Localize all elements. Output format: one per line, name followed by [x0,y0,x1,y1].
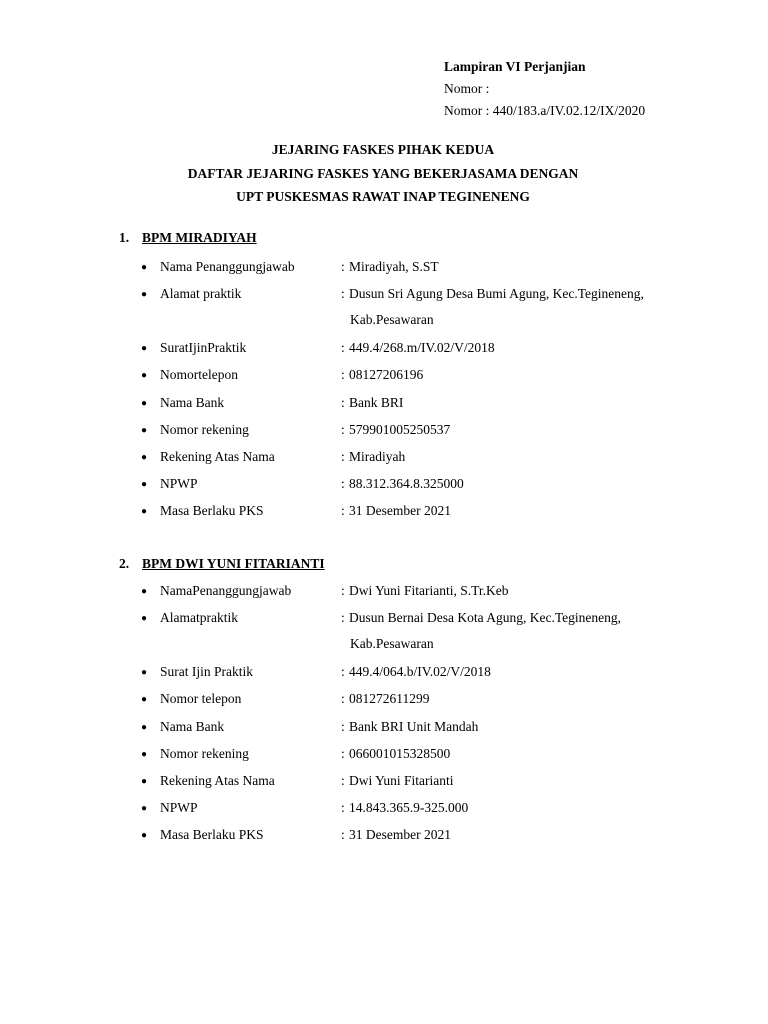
attachment-block [444,56,645,122]
detail-label: Rekening Atas Nama [160,772,275,788]
detail-value-continuation: Kab.Pesawaran [350,636,434,652]
detail-label: NamaPenanggungjawab [160,583,292,598]
bullet-icon: ● [141,803,148,815]
bullet-icon: ● [141,586,148,597]
detail-row [141,827,721,854]
bullet-icon: ● [141,694,148,706]
detail-colon: : [341,394,345,410]
detail-label: SuratIjinPraktik [160,340,247,356]
title-line-1: JEJARING FASKES PIHAK KEDUA [271,142,495,157]
detail-value: 14.843.365.9-325.000 [349,800,469,816]
detail-value: Dwi Yuni Fitarianti, S.Tr.Keb [349,583,509,598]
detail-row [141,476,721,503]
detail-row [141,367,721,394]
bullet-icon: ● [141,748,148,760]
detail-row [141,259,721,286]
detail-value: 579901005250537 [349,421,451,437]
bullet-icon: ● [141,451,148,463]
detail-colon: : [341,340,345,356]
detail-colon: : [341,259,345,274]
section-1-details [141,259,721,531]
detail-label: Nomor rekening [160,421,249,437]
detail-label: Alamat praktik [160,286,242,302]
title-line-2: DAFTAR JEJARING FASKES YANG BEKERJASAMA DENGAN [187,165,579,181]
bullet-icon: ● [141,397,148,409]
detail-value: Miradiyah [349,448,406,464]
detail-value-continuation: Kab.Pesawaran [350,312,434,328]
detail-row [141,503,721,530]
bullet-icon: ● [141,424,148,436]
bullet-icon: ● [141,830,148,842]
detail-label: NPWP [160,476,198,492]
detail-colon: : [341,286,345,302]
detail-colon: : [341,691,345,707]
bullet-icon: ● [141,667,148,679]
detail-colon: : [341,718,345,734]
detail-value: 081272611299 [349,691,430,707]
detail-label: Nomor rekening [160,745,249,761]
detail-colon: : [341,610,345,626]
detail-label: Nomor telepon [160,691,242,707]
detail-value: Dusun Sri Agung Desa Bumi Agung, Kec.Tegineneng, [349,286,644,302]
detail-value: Dusun Bernai Desa Kota Agung, Kec.Tegineneng, [349,610,621,626]
bullet-icon: ● [141,775,148,787]
detail-colon: : [341,664,345,680]
detail-colon: : [341,827,345,843]
detail-row [141,719,721,746]
attachment-number-line: Nomor : [444,81,490,96]
detail-row [141,340,721,367]
bullet-icon: ● [141,370,148,382]
detail-label: Alamatpraktik [160,610,238,626]
detail-colon: : [341,503,345,519]
detail-colon: : [341,583,345,598]
attachment-title: Lampiran VI Perjanjian [444,59,586,74]
detail-row [141,664,721,691]
detail-label: Surat Ijin Praktik [160,664,253,680]
detail-value: 88.312.364.8.325000 [349,476,464,492]
detail-label: Rekening Atas Nama [160,448,275,464]
detail-value: 066001015328500 [349,745,451,761]
bullet-icon: ● [141,289,148,301]
detail-row [141,746,721,773]
detail-label: NPWP [160,800,198,816]
detail-colon: : [341,448,345,464]
detail-colon: : [341,421,345,437]
document-title-block [0,138,768,209]
detail-value: 31 Desember 2021 [349,827,451,843]
bullet-icon: ● [141,613,148,625]
detail-value: 08127206196 [349,367,424,383]
detail-row [141,800,721,827]
detail-row [141,422,721,449]
detail-value: 31 Desember 2021 [349,503,451,519]
detail-row [141,773,721,800]
bullet-icon: ● [141,343,148,355]
detail-colon: : [341,367,345,383]
detail-value: 449.4/268.m/IV.02/V/2018 [349,340,495,356]
detail-row [141,583,721,610]
detail-colon: : [341,476,345,492]
detail-row [141,286,721,340]
section-name: BPM DWI YUNI FITARIANTI [142,556,325,571]
section-2-heading [119,556,325,576]
title-line-3: UPT PUSKESMAS RAWAT INAP TEGINENENG [236,189,530,204]
section-1-heading [119,230,257,250]
detail-row [141,395,721,422]
bullet-icon: ● [141,721,148,733]
detail-colon: : [341,772,345,788]
detail-value: Bank BRI Unit Mandah [349,718,479,734]
detail-value: 449.4/064.b/IV.02/V/2018 [349,664,491,680]
detail-colon: : [341,745,345,761]
detail-row [141,449,721,476]
detail-label: Nomortelepon [160,367,238,383]
detail-label: Nama Bank [160,718,225,734]
detail-row [141,691,721,718]
detail-label: Nama Bank [160,394,225,410]
bullet-icon: ● [141,479,148,491]
section-number: 2. [119,556,130,571]
detail-label: Masa Berlaku PKS [160,827,264,843]
bullet-icon: ● [141,262,148,273]
section-number: 1. [119,230,130,245]
section-2-details [141,583,721,855]
section-name: BPM MIRADIYAH [142,230,257,245]
detail-colon: : [341,800,345,816]
detail-value: Bank BRI [349,394,404,410]
attachment-number-value: Nomor : 440/183.a/IV.02.12/IX/2020 [444,103,646,118]
detail-row [141,610,721,664]
detail-label: Masa Berlaku PKS [160,503,264,519]
detail-label: Nama Penanggungjawab [160,259,295,274]
bullet-icon: ● [141,506,148,518]
detail-value: Dwi Yuni Fitarianti [349,772,454,788]
detail-value: Miradiyah, S.ST [349,259,439,274]
